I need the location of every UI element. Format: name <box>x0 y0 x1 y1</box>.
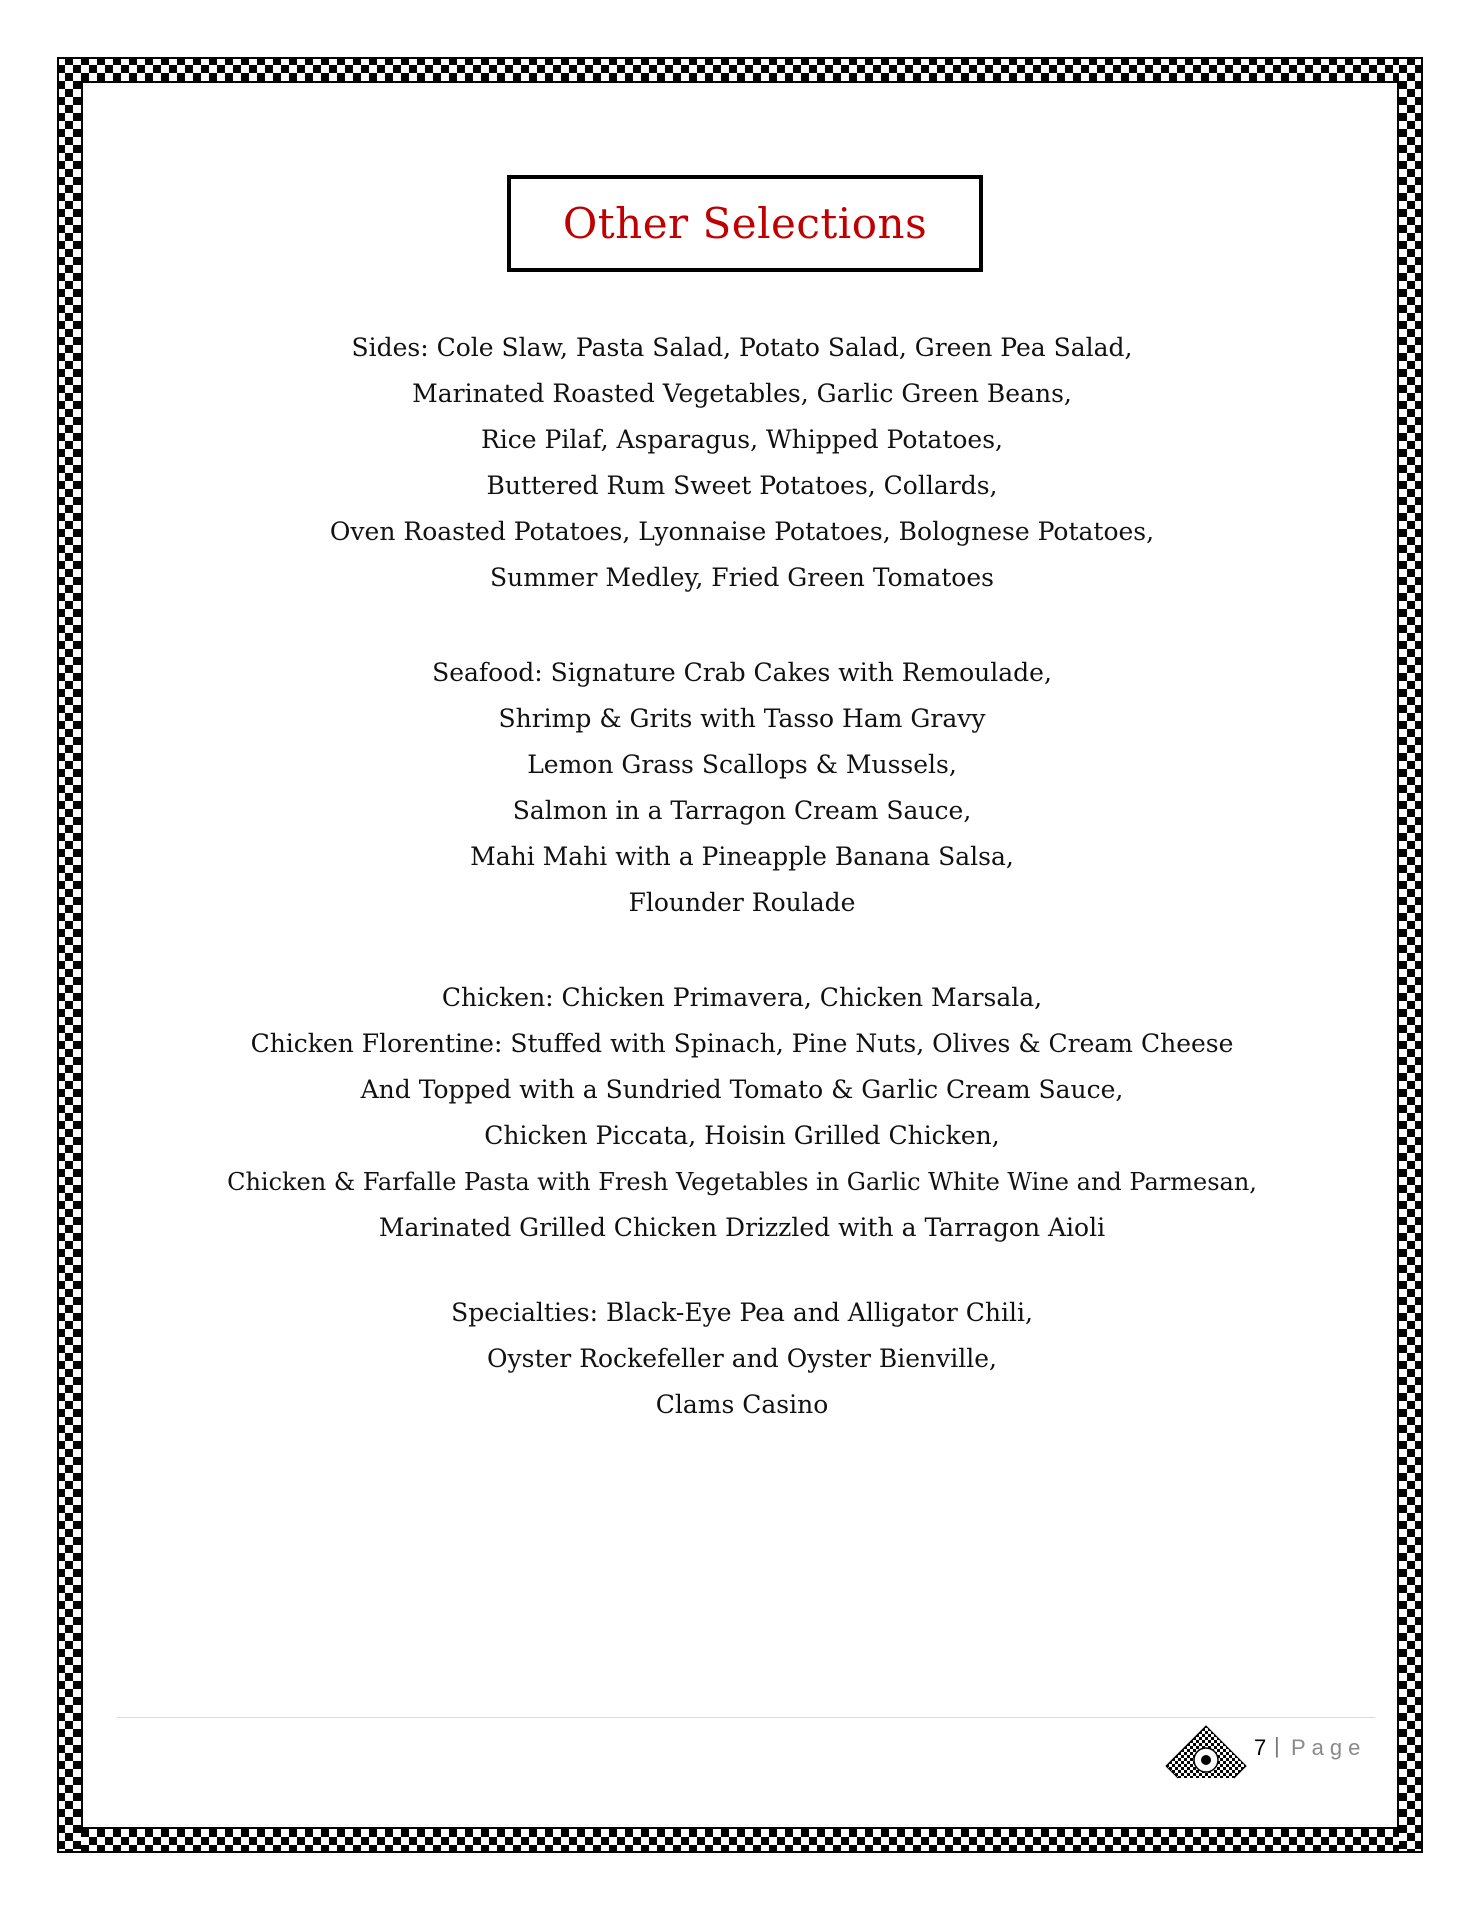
company-logo-icon <box>1160 1722 1252 1788</box>
footer-divider <box>117 1717 1375 1718</box>
menu-line: Specialties: Black-Eye Pea and Alligator Chili, <box>451 1298 1033 1327</box>
page-title: Other Selections <box>562 199 928 248</box>
menu-line: Chicken Piccata, Hoisin Grilled Chicken, <box>484 1121 1000 1150</box>
menu-line: Flounder Roulade <box>628 888 856 917</box>
menu-line: Lemon Grass Scallops & Mussels, <box>527 750 957 779</box>
menu-line: Chicken: Chicken Primavera, Chicken Marsala, <box>441 983 1043 1012</box>
menu-line: And Topped with a Sundried Tomato & Garlic Cream Sauce, <box>360 1075 1124 1104</box>
sides-section <box>120 325 1364 601</box>
page-label: Page <box>1291 1735 1367 1760</box>
menu-line: Buttered Rum Sweet Potatoes, Collards, <box>486 471 998 500</box>
page-separator: | <box>1274 1733 1280 1758</box>
menu-line: Salmon in a Tarragon Cream Sauce, <box>512 796 972 825</box>
specialties-section <box>120 1290 1364 1428</box>
menu-line: Seafood: Signature Crab Cakes with Remoulade, <box>432 658 1052 687</box>
menu-line: Shrimp & Grits with Tasso Ham Gravy <box>498 704 986 733</box>
menu-line: Mahi Mahi with a Pineapple Banana Salsa, <box>470 842 1014 871</box>
title-box <box>507 175 983 272</box>
menu-line: Oven Roasted Potatoes, Lyonnaise Potatoes, Bolognese Potatoes, <box>329 517 1155 546</box>
menu-line: Oyster Rockefeller and Oyster Bienville, <box>487 1344 997 1373</box>
menu-line: Summer Medley, Fried Green Tomatoes <box>490 563 994 592</box>
menu-line: Chicken & Farfalle Pasta with Fresh Vegetables in Garlic White Wine and Parmesan, <box>227 1168 1257 1196</box>
menu-line: Marinated Grilled Chicken Drizzled with a Tarragon Aioli <box>378 1213 1106 1242</box>
menu-line: Sides: Cole Slaw, Pasta Salad, Potato Salad, Green Pea Salad, <box>351 333 1133 362</box>
chicken-section <box>120 975 1364 1251</box>
page-number: 7 <box>1254 1735 1267 1760</box>
seafood-section <box>120 650 1364 926</box>
menu-line: Chicken Florentine: Stuffed with Spinach, Pine Nuts, Olives & Cream Cheese <box>250 1029 1234 1058</box>
menu-line: Clams Casino <box>655 1390 829 1419</box>
menu-line: Marinated Roasted Vegetables, Garlic Green Beans, <box>412 379 1072 408</box>
menu-line: Rice Pilaf, Asparagus, Whipped Potatoes, <box>480 425 1004 454</box>
